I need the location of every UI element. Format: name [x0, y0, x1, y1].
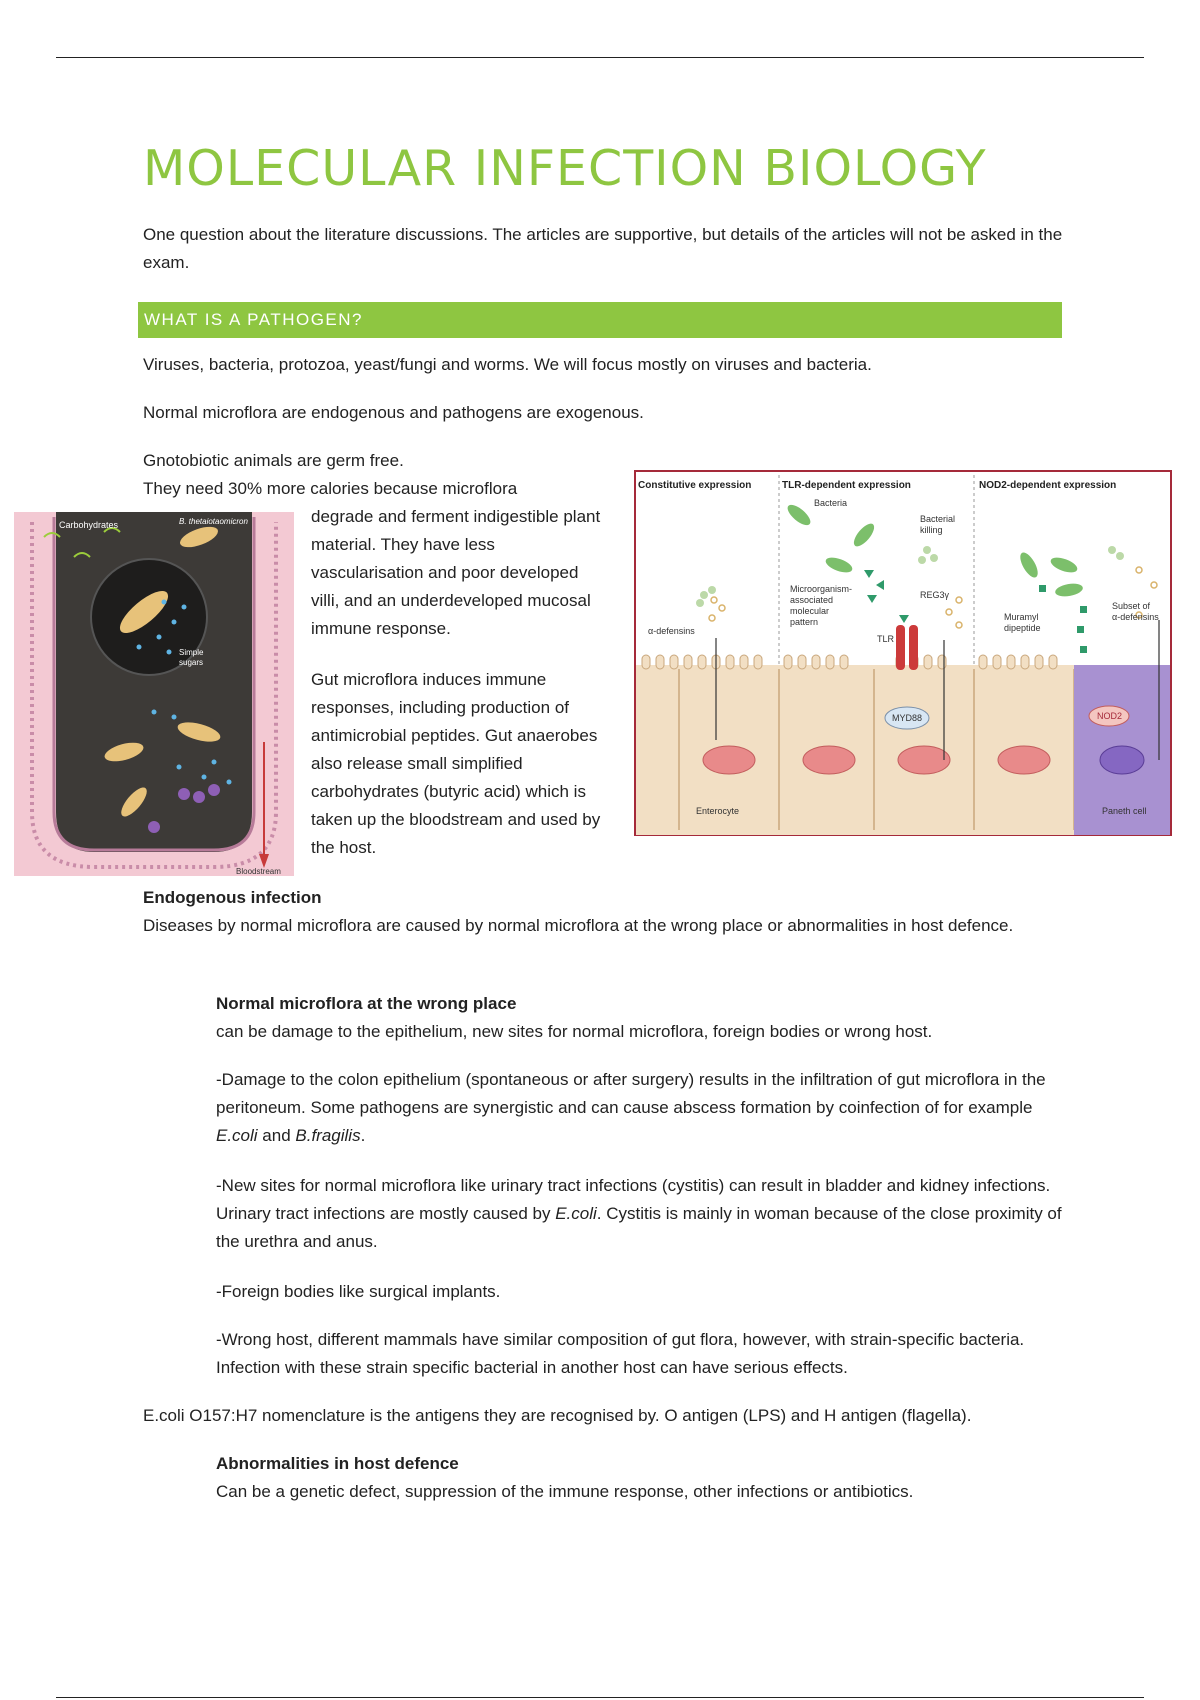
muramyl-label-2: dipeptide — [1004, 623, 1041, 633]
section-heading: WHAT IS A PATHOGEN? — [138, 302, 1062, 338]
ecoli-species: E.coli — [555, 1204, 597, 1223]
subset-label-1: Subset of — [1112, 601, 1151, 611]
wrong-host-paragraph: -Wrong host, different mammals have similar composition of gut flora, however, with strain-specific bacteria. Infection with these strain specific bacterial in another host can have serious effects. — [216, 1330, 1025, 1377]
alpha-defensins-label: α-defensins — [648, 626, 695, 636]
bacterial-killing-label-2: killing — [920, 525, 943, 535]
simple-sugars-label-2: sugars — [179, 658, 204, 667]
damage-paragraph: -Damage to the colon epithelium (spontaneous or after surgery) results in the infiltration of gut microflora in the peritoneum. Some pathogens are synergistic and can cause abscess formation by coinfection of for example E.coli and B.fragilis. — [216, 1070, 1046, 1145]
foreign-bodies-paragraph: -Foreign bodies like surgical implants. — [216, 1282, 501, 1301]
bloodstream-label: Bloodstream — [236, 867, 281, 876]
bacteria-label: Bacteria — [814, 498, 848, 508]
page-title: MOLECULAR INFECTION BIOLOGY — [143, 140, 987, 197]
ecoli-nomenclature-paragraph: E.coli O157:H7 nomenclature is the antigens they are recognised by. O antigen (LPS) and H antigen (flagella). — [143, 1406, 972, 1425]
mamp-label-1: Microorganism- — [790, 584, 853, 594]
abnormalities-paragraph: Can be a genetic defect, suppression of the immune response, other infections or antibiotics. — [216, 1482, 914, 1501]
subset-label-2: α-defensins — [1112, 612, 1159, 622]
wrong-place-heading: Normal microflora at the wrong place — [216, 994, 517, 1013]
gnotobiotic-line-1: Gnotobiotic animals are germ free. — [143, 451, 404, 470]
new-sites-paragraph: -New sites for normal microflora like urinary tract infections (cystitis) can result in bladder and kidney infections. Urinary tract infections are mostly caused by E.coli. Cystitis is mainly in woman because of the close proximity of the urethra and anus. — [216, 1176, 1062, 1251]
pathogens-paragraph: Viruses, bacteria, protozoa, yeast/fungi and worms. We will focus mostly on viruses and bacteria. — [143, 355, 872, 374]
gnotobiotic-paragraph: degrade and ferment indigestible plant material. They have less vascularisation and poor developed villi, and an underdeveloped mucosal immune response. — [311, 507, 601, 638]
muramyl-label-1: Muramyl — [1004, 612, 1039, 622]
bottom-rule — [56, 1697, 1144, 1698]
top-rule — [56, 57, 1144, 58]
simple-sugars-label-1: Simple — [179, 648, 204, 657]
col-constitutive-label: Constitutive expression — [638, 480, 752, 491]
abnormalities-heading: Abnormalities in host defence — [216, 1454, 459, 1473]
mamp-label-2: associated — [790, 595, 834, 605]
carbohydrates-label: Carbohydrates — [59, 520, 119, 530]
bacteria-name-label: B. thetaiotaomicron — [179, 517, 248, 526]
reg3-label: REG3γ — [920, 590, 950, 600]
wrong-place-paragraph: can be damage to the epithelium, new sites for normal microflora, foreign bodies or wrong host. — [216, 1022, 933, 1041]
endogenous-heading: Endogenous infection — [143, 888, 322, 907]
mamp-label-3: molecular — [790, 606, 830, 616]
gut-microflora-paragraph: Gut microflora induces immune responses, including production of antimicrobial peptides. Gut anaerobes also release small simplified carbohydrates (butyric acid) which is taken up the bloodstream and used by the host. — [311, 670, 601, 857]
intro-paragraph: One question about the literature discussions. The articles are supportive, but details of the articles will not be asked in the exam. — [143, 225, 1063, 272]
ecoli-species: E.coli — [216, 1126, 258, 1145]
mamp-label-4: pattern — [790, 617, 819, 627]
endogenous-paragraph: Diseases by normal microflora are caused by normal microflora at the wrong place or abnormalities in host defence. — [143, 916, 1014, 935]
nod2-label: NOD2 — [1097, 711, 1123, 721]
myd88-label: MYD88 — [892, 713, 923, 723]
microflora-paragraph: Normal microflora are endogenous and pathogens are exogenous. — [143, 403, 644, 422]
tlr-label: TLR — [877, 634, 895, 644]
col-tlr-label: TLR-dependent expression — [782, 480, 911, 491]
antimicrobial-figure — [634, 470, 1172, 836]
gnotobiotic-line-2: They need 30% more calories because microflora — [143, 479, 518, 498]
col-nod2-label: NOD2-dependent expression — [979, 480, 1117, 491]
paneth-cell-label: Paneth cell — [1102, 806, 1147, 816]
bacterial-killing-label-1: Bacterial — [920, 514, 956, 524]
enterocyte-label: Enterocyte — [696, 806, 740, 816]
bfragilis-species: B.fragilis — [295, 1126, 361, 1145]
villi-figure — [14, 512, 294, 876]
